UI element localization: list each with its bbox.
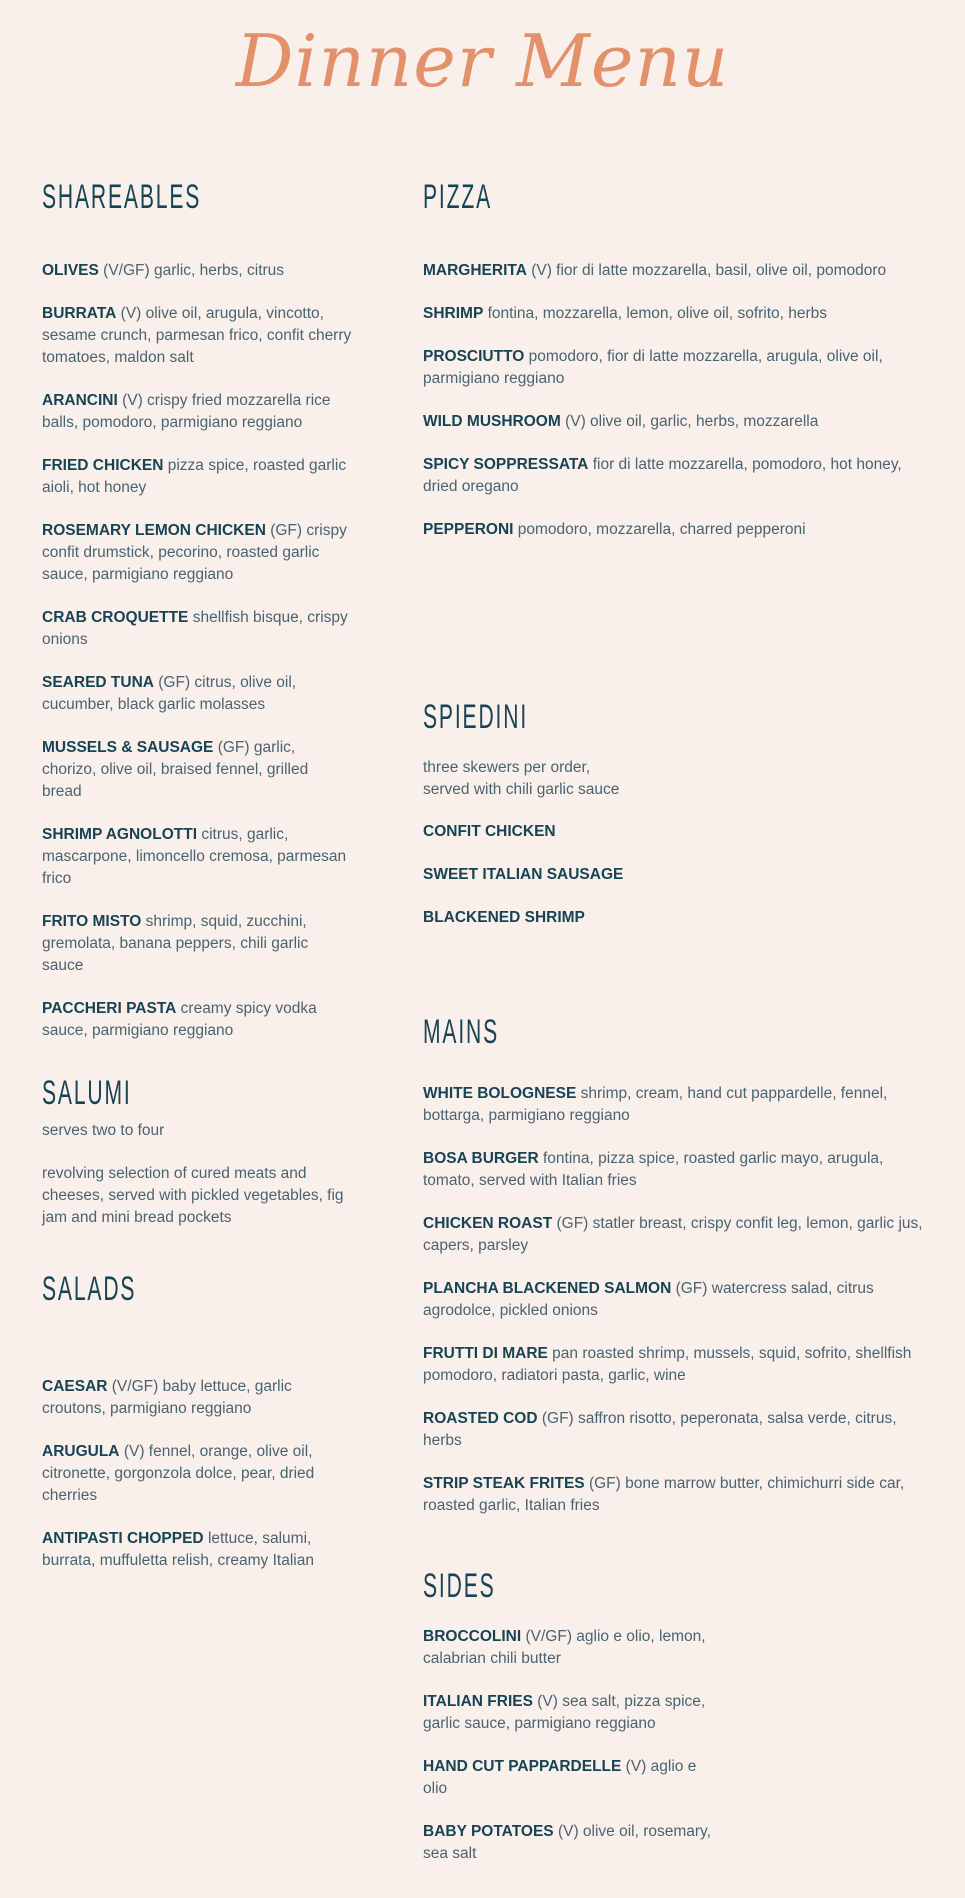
mains-list xyxy=(423,1083,933,1538)
spiedini-note-line: three skewers per order, xyxy=(423,759,591,776)
menu-item xyxy=(42,1528,352,1572)
salumi-description: revolving selection of cured meats and cheeses, served with pickled vegetables, fig jam and mini bread pockets xyxy=(42,1165,344,1226)
item-name: PROSCIUTTO xyxy=(423,348,525,365)
item-name: ARANCINI xyxy=(42,392,118,409)
menu-item xyxy=(423,303,933,325)
item-name: MUSSELS & SAUSAGE xyxy=(42,739,214,756)
menu-item xyxy=(42,455,352,499)
item-description: (V) crispy fried mozzarella rice balls, pomodoro, parmigiano reggiano xyxy=(42,392,331,431)
menu-item xyxy=(423,1473,933,1517)
item-description: (V) olive oil, rosemary, sea salt xyxy=(423,1823,711,1862)
item-name: ROSEMARY LEMON CHICKEN xyxy=(42,522,266,539)
spiedini-list xyxy=(423,821,933,950)
item-name: SPICY SOPPRESSATA xyxy=(423,456,589,473)
item-name: CHICKEN ROAST xyxy=(423,1215,553,1232)
menu-item xyxy=(423,1213,933,1257)
menu-item xyxy=(423,907,933,929)
menu-item xyxy=(42,607,352,651)
item-name: WHITE BOLOGNESE xyxy=(423,1085,577,1102)
menu-item xyxy=(42,911,352,977)
item-description: (V) olive oil, arugula, vincotto, sesame crunch, parmesan frico, confit cherry tomatoes, maldon salt xyxy=(42,305,352,366)
item-name: ANTIPASTI CHOPPED xyxy=(42,1530,204,1547)
item-description: (V) olive oil, garlic, herbs, mozzarella xyxy=(565,413,819,430)
item-description: (V/GF) garlic, herbs, citrus xyxy=(103,262,285,279)
item-name: PEPPERONI xyxy=(423,521,514,538)
item-description: (GF) crispy confit drumstick, pecorino, roasted garlic sauce, parmigiano reggiano xyxy=(42,522,347,583)
section-heading-shareables: SHAREABLES xyxy=(42,178,202,216)
menu-item xyxy=(42,260,352,282)
section-heading-salads: SALADS xyxy=(42,1270,137,1308)
menu-item xyxy=(42,390,352,434)
sides-list xyxy=(423,1626,723,1886)
item-name: BABY POTATOES xyxy=(423,1823,554,1840)
item-name: CRAB CROQUETTE xyxy=(42,609,189,626)
menu-item xyxy=(423,519,933,541)
item-name: PACCHERI PASTA xyxy=(42,1000,177,1017)
item-description: fior di latte mozzarella, pomodoro, hot honey, dried oregano xyxy=(423,456,902,495)
item-name: SWEET ITALIAN SAUSAGE xyxy=(423,866,624,883)
item-description: fontina, mozzarella, lemon, olive oil, sofrito, herbs xyxy=(487,305,828,322)
section-heading-salumi: SALUMI xyxy=(42,1074,132,1112)
item-description: citrus, garlic, mascarpone, limoncello cremosa, parmesan frico xyxy=(42,826,347,887)
menu-item xyxy=(423,411,933,433)
item-description: (GF) watercress salad, citrus agrodolce, pickled onions xyxy=(423,1280,874,1319)
item-description: shrimp, squid, zucchini, gremolata, banana peppers, chili garlic sauce xyxy=(42,913,309,974)
section-heading-pizza: PIZZA xyxy=(423,178,493,216)
salumi-serving-note: serves two to four xyxy=(42,1122,165,1139)
item-description: lettuce, salumi, burrata, muffuletta relish, creamy Italian xyxy=(42,1530,314,1569)
item-name: STRIP STEAK FRITES xyxy=(423,1475,585,1492)
item-description: (V) fennel, orange, olive oil, citronette, gorgonzola dolce, pear, dried cherries xyxy=(42,1443,315,1504)
shareables-list xyxy=(42,260,352,1063)
item-name: FRITO MISTO xyxy=(42,913,142,930)
menu-item xyxy=(42,520,352,586)
pizza-list xyxy=(423,260,933,562)
item-description: (V/GF) baby lettuce, garlic croutons, parmigiano reggiano xyxy=(42,1378,292,1417)
section-heading-mains: MAINS xyxy=(423,1013,500,1051)
item-name: BURRATA xyxy=(42,305,117,322)
item-name: WILD MUSHROOM xyxy=(423,413,561,430)
item-description: (GF) saffron risotto, peperonata, salsa verde, citrus, herbs xyxy=(423,1410,897,1449)
menu-item xyxy=(42,737,352,803)
item-description: (V) sea salt, pizza spice, garlic sauce, parmigiano reggiano xyxy=(423,1693,706,1732)
menu-item xyxy=(42,672,352,716)
item-description: pan roasted shrimp, mussels, squid, sofrito, shellfish pomodoro, radiatori pasta, garlic, wine xyxy=(423,1345,912,1384)
item-name: FRIED CHICKEN xyxy=(42,457,164,474)
item-description: fontina, pizza spice, roasted garlic mayo, arugula, tomato, served with Italian fries xyxy=(423,1150,884,1189)
item-description: shellfish bisque, crispy onions xyxy=(42,609,348,648)
menu-title: Dinner Menu xyxy=(235,19,730,103)
menu-item xyxy=(423,1626,723,1670)
spiedini-note-line: served with chili garlic sauce xyxy=(423,781,620,798)
item-name: CONFIT CHICKEN xyxy=(423,823,556,840)
menu-item xyxy=(423,1083,933,1127)
item-name: BLACKENED SHRIMP xyxy=(423,909,585,926)
item-name: SEARED TUNA xyxy=(42,674,154,691)
menu-item xyxy=(42,303,352,369)
menu-item xyxy=(423,864,933,886)
item-description: pomodoro, fior di latte mozzarella, arugula, olive oil, parmigiano reggiano xyxy=(423,348,883,387)
menu-item xyxy=(42,1441,352,1507)
menu-item xyxy=(423,821,933,843)
menu-item xyxy=(423,454,933,498)
item-name: MARGHERITA xyxy=(423,262,527,279)
item-description: (GF) garlic, chorizo, olive oil, braised fennel, grilled bread xyxy=(42,739,309,800)
item-name: FRUTTI DI MARE xyxy=(423,1345,548,1362)
item-description: (GF) bone marrow butter, chimichurri side car, roasted garlic, Italian fries xyxy=(423,1475,905,1514)
item-description: (GF) statler breast, crispy confit leg, lemon, garlic jus, capers, parsley xyxy=(423,1215,923,1254)
item-name: ROASTED COD xyxy=(423,1410,538,1427)
item-name: PLANCHA BLACKENED SALMON xyxy=(423,1280,672,1297)
item-description: creamy spicy vodka sauce, parmigiano reggiano xyxy=(42,1000,317,1039)
item-description: (GF) citrus, olive oil, cucumber, black garlic molasses xyxy=(42,674,297,713)
menu-item xyxy=(42,1376,352,1420)
item-name: HAND CUT PAPPARDELLE xyxy=(423,1758,622,1775)
menu-item xyxy=(423,1343,933,1387)
menu-item xyxy=(42,998,352,1042)
item-name: SHRIMP AGNOLOTTI xyxy=(42,826,197,843)
section-heading-sides: SIDES xyxy=(423,1567,496,1605)
menu-item xyxy=(423,1148,933,1192)
section-heading-spiedini: SPIEDINI xyxy=(423,698,529,736)
menu-item xyxy=(423,1691,723,1735)
item-name: ARUGULA xyxy=(42,1443,120,1460)
item-description: (V) aglio e olio xyxy=(423,1758,697,1797)
item-name: BROCCOLINI xyxy=(423,1628,522,1645)
menu-item xyxy=(423,1756,723,1800)
salads-list xyxy=(42,1376,352,1593)
item-description: (V/GF) aglio e olio, lemon, calabrian chili butter xyxy=(423,1628,706,1667)
item-description: pizza spice, roasted garlic aioli, hot honey xyxy=(42,457,347,496)
item-description: (V) fior di latte mozzarella, basil, olive oil, pomodoro xyxy=(531,262,887,279)
spiedini-note xyxy=(423,757,933,801)
menu-item xyxy=(423,1408,933,1452)
item-name: ITALIAN FRIES xyxy=(423,1693,533,1710)
item-name: SHRIMP xyxy=(423,305,484,322)
item-description: pomodoro, mozzarella, charred pepperoni xyxy=(517,521,806,538)
menu-item xyxy=(423,260,933,282)
menu-item xyxy=(42,824,352,890)
item-name: CAESAR xyxy=(42,1378,108,1395)
item-name: OLIVES xyxy=(42,262,99,279)
menu-item xyxy=(423,1821,723,1865)
menu-item xyxy=(423,346,933,390)
item-name: BOSA BURGER xyxy=(423,1150,539,1167)
item-description: shrimp, cream, hand cut pappardelle, fennel, bottarga, parmigiano reggiano xyxy=(423,1085,888,1124)
menu-item xyxy=(423,1278,933,1322)
